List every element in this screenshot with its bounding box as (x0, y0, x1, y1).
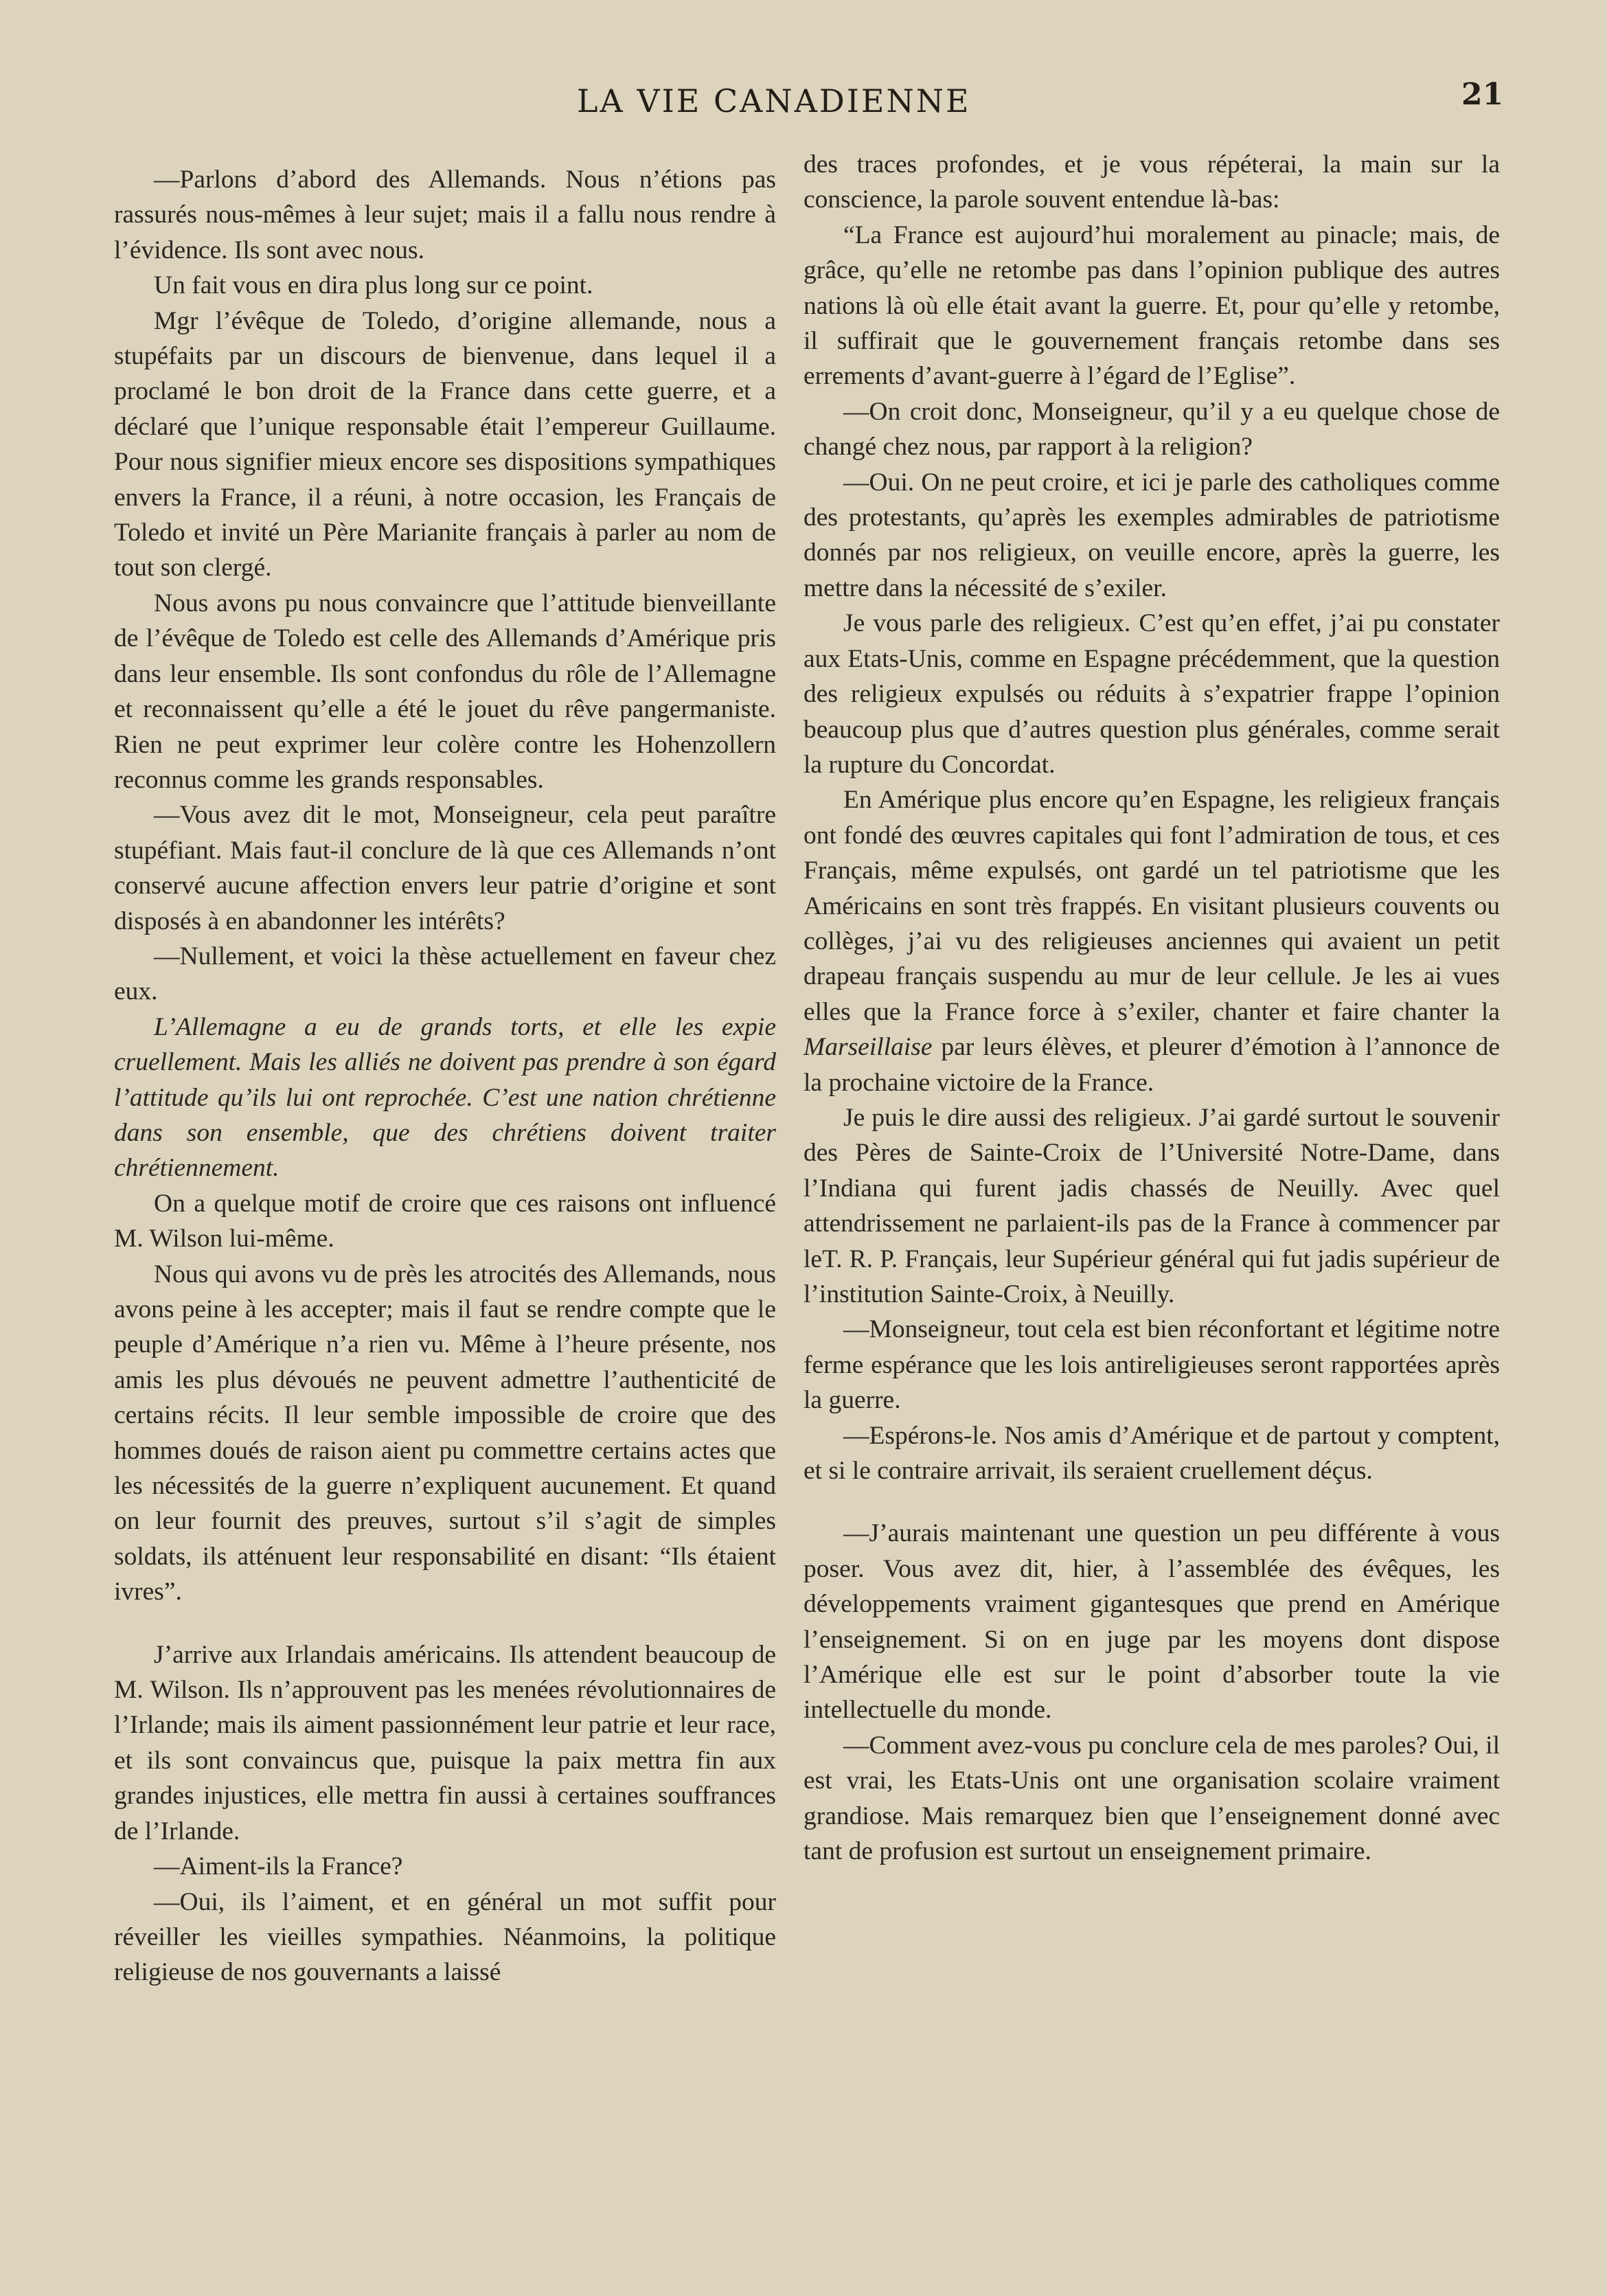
italic-paragraph: L’Allemagne a eu de grands torts, et elle les expie cruellement. Mais les alliés ne doivent pas prendre à son égard l’attitude qu’ils lui ont reprochée. C’est une nation chrétienne dans son ensemble, que des chrétiens doivent traiter chrétiennement. (114, 1012, 776, 1183)
paragraph-text: par leurs élèves, et pleurer d’émotion à l’annonce de la prochaine victoire de la France. (804, 1033, 1501, 1097)
paragraph: Je vous parle des religieux. C’est qu’en effet, j’ai pu constater aux Etats-Unis, comme en Espagne précédemment, que la question des religieux expulsés ou réduits à s’expatrier frappe l’opinion beaucoup plus que d’autres question plus générales, comme serait la rupture du Concordat. (804, 609, 1500, 779)
paragraph: Nous avons pu nous convaincre que l’attitude bienveillante de l’évêque de Toledo est celle des Allemands d’Amérique pris dans leur ensemble. Ils sont confondus du rôle de l’Allemagne et reconnaissent qu’elle a été le jouet du rêve pangermaniste. Rien ne peut exprimer leur colère contre les Hohenzollern reconnus comme les grands responsables. (114, 589, 776, 794)
paragraph-text: En Amérique plus encore qu’en Espagne, les religieux français ont fondé des œuvres capitales qui font l’admiration de tous, et ces Français, même expulsés, ont gardé un tel patriotisme que les Américains en sont très frappés. En visitant plusieurs couvents ou collèges, j’ai vu des religieuses anciennes qui avaient un petit drapeau français suspendu au mur de leur cellule. Je les ai vues elles que la France force à s’exiler, chanter et faire chanter la (804, 786, 1500, 1026)
paragraph: —Comment avez-vous pu conclure cela de mes paroles? Oui, il est vrai, les Etats-Unis ont une organisation scolaire vraiment grandiose. Mais remarquez bien que l’enseignement donné avec tant de profusion est surtout un enseignement primaire. (804, 1731, 1500, 1866)
paragraph: J’arrive aux Irlandais américains. Ils attendent beaucoup de M. Wilson. Ils n’approuvent pas les menées révolutionnaires de l’Irlande; mais ils aiment passionnément leur patrie et leur race, et ils sont convaincus que, puisque la paix mettra fin aux grandes injustices, elle mettra fin aussi à certaines souffrances de l’Irlande. (114, 1640, 776, 1845)
paragraph: —Aiment-ils la France? (154, 1852, 403, 1881)
paragraph: On a quelque motif de croire que ces raisons ont influencé M. Wilson lui-même. (114, 1189, 776, 1253)
page-number: 21 (1461, 77, 1504, 112)
paragraph: —Nullement, et voici la thèse actuellement en faveur chez eux. (114, 942, 776, 1006)
running-head (0, 74, 1607, 129)
paragraph: Nous qui avons vu de près les atrocités des Allemands, nous avons peine à les accepter; mais il faut se rendre compte que le peuple d’Amérique n’a rien vu. Même à l’heure présente, nos amis les plus dévoués ne peuvent admettre l’authenticité de certains récits. Il leur semble impossible de croire que des hommes doués de raison aient pu commettre certains actes que les nécessités de la guerre n’expliquent aucunement. Et quand on leur fournit des preuves, surtout s’il s’agit de simples soldats, ils atténuent leur responsabilité en disant: “Ils étaient ivres”. (114, 1260, 776, 1606)
paragraph: —Parlons d’abord des Allemands. Nous n’étions pas rassurés nous-mêmes à leur sujet; mais il a fallu nous rendre à l’évidence. Ils sont avec nous. (114, 166, 776, 264)
paragraph: Mgr l’évêque de Toledo, d’origine allemande, nous a stupéfaits par un discours de bienvenue, dans lequel il a proclamé le bon droit de la France dans cette guerre, et a déclaré que l’unique responsable était l’empereur Guillaume. Pour nous signifier mieux encore ses dispositions sympathiques envers la France, il a réuni, à notre occasion, les Français de Toledo et invité un Père Marianite français à parler au nom de tout son clergé. (114, 306, 776, 582)
paragraph (804, 782, 1500, 1100)
left-column (114, 162, 776, 1990)
paragraph: —J’aurais maintenant une question un peu différente à vous poser. Vous avez dit, hier, à l’assemblée des évêques, les développements vraiment gigantesques que prend en Amérique l’enseignement. Si on en juge par les moyens dont dispose l’Amérique elle est sur le point d’absorber toute la vie intellectuelle du monde. (804, 1519, 1500, 1725)
paragraph: —On croit donc, Monseigneur, qu’il y a eu quelque chose de changé chez nous, par rapport à la religion? (804, 397, 1500, 462)
quote-paragraph: “La France est aujourd’hui moralement au pinacle; mais, de grâce, qu’elle ne retombe pas dans l’opinion publique des autres nations là où elle était avant la guerre. Et, pour qu’elle y retombe, il suffirait que le gouvernement français retombe dans ses errements d’avant-guerre à l’égard de l’Eglise”. (804, 220, 1500, 391)
italic-title: Marseillaise (804, 1033, 933, 1062)
paragraph: —Oui. On ne peut croire, et ici je parle des catholiques comme des protestants, qu’après les exemples admirables de patriotisme donnés par nos religieux, on veuille encore, après la guerre, les mettre dans la nécessité de s’exiler. (804, 468, 1500, 602)
journal-title: LA VIE CANADIENNE (577, 82, 971, 120)
paragraph: Je puis le dire aussi des religieux. J’ai gardé surtout le souvenir des Pères de Sainte-Croix de l’Université Notre-Dame, dans l’Indiana qui furent jadis chassés de Neuilly. Avec quel attendrissement ne parlaient-ils pas de la France à commencer par leT. R. P. Français, leur Supérieur général qui fut jadis supérieur de l’institution Sainte-Croix, à Neuilly. (804, 1103, 1500, 1308)
paragraph: —Vous avez dit le mot, Monseigneur, cela peut paraître stupéfiant. Mais faut-il conclure de là que ces Allemands n’ont conservé aucune affection envers leur patrie d’origine et sont disposés à en abandonner les intérêts? (114, 801, 776, 935)
paragraph: des traces profondes, et je vous répéterai, la main sur la conscience, la parole souvent entendue là-bas: (804, 150, 1500, 214)
paragraph: —Monseigneur, tout cela est bien réconfortant et légitime notre ferme espérance que les lois antireligieuses seront rapportées après la guerre. (804, 1315, 1500, 1415)
right-column (804, 147, 1500, 1869)
paragraph: —Oui, ils l’aiment, et en général un mot suffit pour réveiller les vieilles sympathies. Néanmoins, la politique religieuse de nos gouvernants a laissé (114, 1887, 776, 1987)
paragraph: Un fait vous en dira plus long sur ce point. (154, 271, 593, 300)
paragraph: —Espérons-le. Nos amis d’Amérique et de partout y comptent, et si le contraire arrivait, ils seraient cruellement déçus. (804, 1421, 1500, 1486)
